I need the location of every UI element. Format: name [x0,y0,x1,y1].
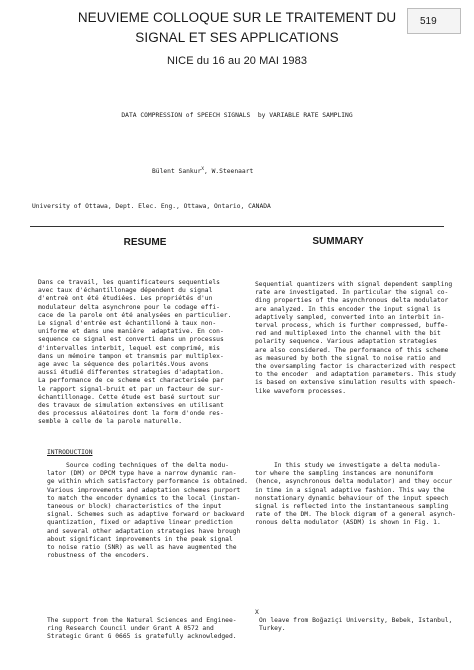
text-line: age avec la séquence des polarités.Vous avons [38,361,209,369]
text-line: le rapport signal-bruit et par un facteur de sur- [38,385,224,393]
text-line: ronous delta modulator (ASDM) is shown in Fig. 1. [255,519,441,527]
text-line: des processus aléatoires dont la form d'onde res- [38,410,224,418]
text-line: to match the encoder dynamics to the local (instan- [47,494,241,502]
text-line: adaptively sampled, converted into an interbit in- [255,313,445,321]
acknowledgment-footnote [47,617,237,642]
introduction-heading: INTRODUCTION [47,449,93,456]
text-line: Sequential quantizers with signal dependent sampling [255,281,453,288]
text-line: are also considered. The performance of this scheme [255,346,449,354]
text-line: sequence ce signal est converti dans un processus [38,336,224,344]
conference-title-line2: SIGNAL ET SES APPLICATIONS [135,30,339,45]
text-line: Various improvements and adaptation schemes purport [47,486,241,494]
author-footnote [259,617,452,633]
text-line: ge within which satisfactory performance is obtained. [47,478,248,486]
text-line: Strategic Grant G 0665 is gratefully acknowledged. [47,633,237,641]
text-line: La performance de ce scheme est characterisée par [38,377,224,385]
text-line: terval process, which is further compressed, buffe- [255,322,449,330]
introduction-text [47,462,248,560]
summary-heading: SUMMARY [312,236,364,247]
text-line: In this study we investigate a delta modula- [255,462,441,469]
text-line: uniforme et dans une manière adaptative. En con- [38,328,224,336]
text-line: échantillonage. Cette étude est basé surtout sur [38,393,220,401]
resume-text [38,279,231,427]
text-line: dans un mémoire tampon et transmis par multiplex- [38,352,224,360]
text-line: red and multiplexed into the channel with the bit [255,330,441,338]
text-line: are analyzed. In this encoder the input signal is [255,305,441,313]
text-line: Dans ce travail, les quantificateurs sequentiels [38,279,220,286]
authors [152,166,253,176]
text-line: On leave from Boğaziçi University, Bebek, Istanbul, [259,617,453,624]
text-line: to the encoder and adaptation parameters. This study [255,371,456,379]
text-line: lator (DM) or DPCM type have a narrow dynamic ran- [47,470,237,478]
text-line: like waveform processes. [255,387,346,395]
text-line: ding properties of the asynchronous delta modulator [255,297,449,305]
text-line: modulateur delta asynchrone pour le codage effi- [38,303,220,311]
text-line: rate of the DM. The block digram of a general asynch- [255,511,456,519]
text-line: the oversampling factor is characterized with respect [255,363,456,371]
text-line: Turkey. [259,625,286,633]
header-divider [30,226,444,227]
right-column-text [255,462,456,528]
text-line: The support from the Natural Sciences and Enginee- [47,617,237,624]
text-line: is based on extensive simulation results with speech- [255,379,456,387]
text-line: nonstationary dynamic behaviour of the input speech [255,494,449,502]
text-line: to noise ratio (SNR) as well as have augmented the [47,544,237,552]
text-line: tor where the sampling instances are nonuniform [255,470,434,478]
text-line: signal. Schemes such as adaptive forward or backward [47,511,245,519]
text-line: ring Research Council under Grant A 0572 and [47,625,214,633]
conference-title-line1: NEUVIEME COLLOQUE SUR LE TRAITEMENT DU [77,10,397,25]
text-line: about significant improvements in the peak signal [47,535,233,543]
text-line: Le signal d'entrée est échantilloné à taux non- [38,320,217,328]
page-number: 519 [407,8,461,34]
text-line: avec taux d'échantillonage dépendent du signal [38,287,213,295]
conference-date: NICE du 16 au 20 MAI 1983 [166,55,308,67]
text-line: cace de la parole ont été analysées en particulier. [38,311,232,319]
author-footnote-mark: X [255,609,259,616]
affiliation: University of Ottawa, Dept. Elec. Eng., Ottawa, Ontario, CANADA [32,203,271,210]
resume-heading: RESUME [123,237,167,248]
text-line: taneous or block) characteristics of the input [47,503,222,511]
text-line: d'intervalles interbit, lequel est comprimé, mis [38,344,220,352]
text-line: robustness of the encoders. [47,552,150,560]
text-line: d'entreè ont été étudiées. Les propriétés d'un [38,295,213,303]
text-line: polarity sequence. Various adaptation strategies [255,338,437,346]
author-2: , W.Steenaart [204,168,254,176]
text-line: in time in a signal adaptive fashion. This way the [255,486,445,494]
author-1: Bülent Sankur [152,168,202,176]
text-line: des travaux de simulation extensives en utilisant [38,402,224,410]
text-line: aussi étudié differentes strategies d'adaptation. [38,369,224,377]
text-line: rate are investigated. In particular the signal co- [255,289,449,297]
text-line: as measured by both the signal to noise ratio and [255,354,441,362]
text-line: semble à celle de la parole naturelle. [38,418,183,426]
text-line: signal is reflected into the instantaneous sampling [255,503,449,511]
text-line: (hence, asynchronous delta modulator) and they occur [255,478,453,486]
summary-text [255,281,456,396]
text-line: quantization, fixed or adaptive linear prediction [47,519,233,527]
text-line: and several other adaptation strategies have brough [47,527,241,535]
text-line: Source coding techniques of the delta modu- [47,462,229,469]
author-1-footnote-mark: X [201,167,205,172]
paper-title: DATA COMPRESSION of SPEECH SIGNALS by VARIABLE RATE SAMPLING [121,112,353,119]
